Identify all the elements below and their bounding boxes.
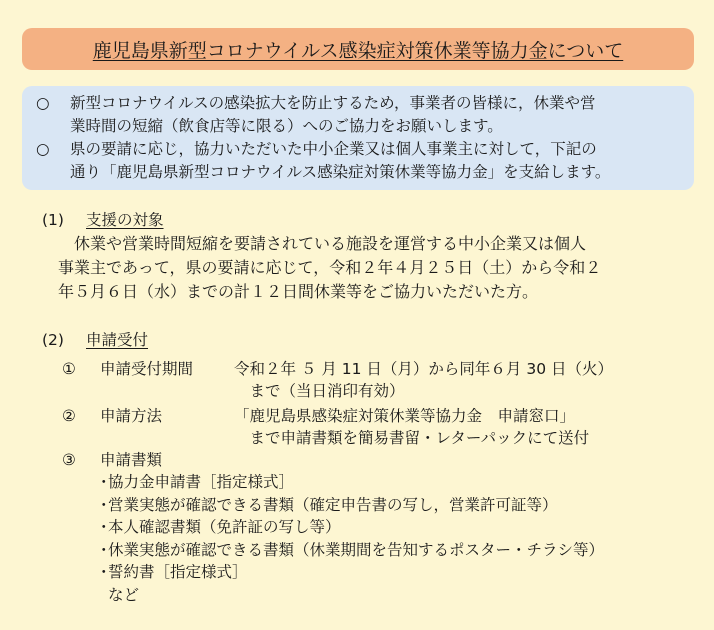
item-label: 申請書類 — [100, 451, 163, 469]
circle-bullet: ○ — [36, 94, 50, 112]
item-value-line: 「鹿児島県感染症対策休業等協力金 申請窓口」 — [234, 407, 576, 425]
notice-line: 県の要請に応じ，協力いただいた中小企業又は個人事業主に対して，下記の — [70, 140, 597, 158]
section-number: (1) — [42, 211, 64, 229]
item-label: 申請受付期間 — [100, 360, 194, 378]
bullet: ・ — [96, 473, 112, 491]
document-name: 誓約書［指定様式］ — [108, 563, 248, 581]
page-title: 鹿児島県新型コロナウイルス感染症対策休業等協力金について — [92, 39, 624, 62]
bullet: ・ — [96, 563, 112, 581]
list-item — [96, 494, 604, 517]
notice-item — [36, 138, 682, 184]
notice-item — [36, 92, 682, 138]
section-number: (2) — [42, 331, 64, 349]
section-label: 支援の対象 — [86, 211, 164, 229]
list-item — [96, 561, 604, 584]
support-target-text — [58, 232, 601, 304]
document-list — [96, 471, 604, 606]
section-label: 申請受付 — [86, 331, 149, 349]
list-item — [96, 516, 604, 539]
circle-bullet: ○ — [36, 140, 50, 158]
list-item — [96, 539, 604, 562]
document-name: 協力金申請書［指定様式］ — [108, 473, 295, 491]
document-name: 休業実態が確認できる書類（休業期間を告知するポスター・チラシ等） — [108, 540, 605, 559]
notice-line: 業時間の短縮（飲食店等に限る）へのご協力をお願いします。 — [70, 117, 503, 135]
item-label: 申請方法 — [100, 407, 163, 425]
item-value-line: 令和２年 ５ 月 11 日（月）から同年６月 30 日（火） — [234, 360, 614, 378]
bullet: ・ — [96, 540, 112, 559]
item-value-line: まで（当日消印有効） — [234, 382, 405, 400]
paragraph-line: 休業や営業時間短縮を要請されている施設を運営する中小企業又は個人 — [58, 234, 587, 253]
bullet: ・ — [96, 518, 112, 536]
list-item — [96, 471, 604, 494]
item-value-line: まで申請書類を簡易書留・レターパックにて送付 — [234, 429, 590, 447]
item-number: ③ — [62, 451, 76, 469]
notice-box — [22, 86, 694, 190]
paragraph-line: 年５月６日（水）までの計１２日間休業等をご協力いただいた方。 — [58, 282, 539, 301]
section-heading-support-target — [42, 208, 164, 230]
notice-line: 通り「鹿児島県新型コロナウイルス感染症対策休業等協力金」を支給します。 — [70, 163, 611, 181]
bullet: ・ — [96, 495, 112, 514]
document-name: 本人確認書類（免許証の写し等） — [108, 518, 341, 536]
etc-label: など — [108, 585, 140, 604]
etc-text — [96, 584, 604, 607]
title-banner — [22, 28, 694, 70]
paragraph-line: 事業主であって，県の要請に応じて，令和２年４月２５日（土）から令和２ — [58, 258, 602, 277]
section-heading-application — [42, 328, 148, 350]
document-name: 営業実態が確認できる書類（確定申告書の写し，営業許可証等） — [108, 495, 558, 514]
item-number: ② — [62, 407, 76, 425]
item-number: ① — [62, 360, 76, 378]
notice-line: 新型コロナウイルスの感染拡大を防止するため，事業者の皆様に，休業や営 — [70, 94, 596, 112]
